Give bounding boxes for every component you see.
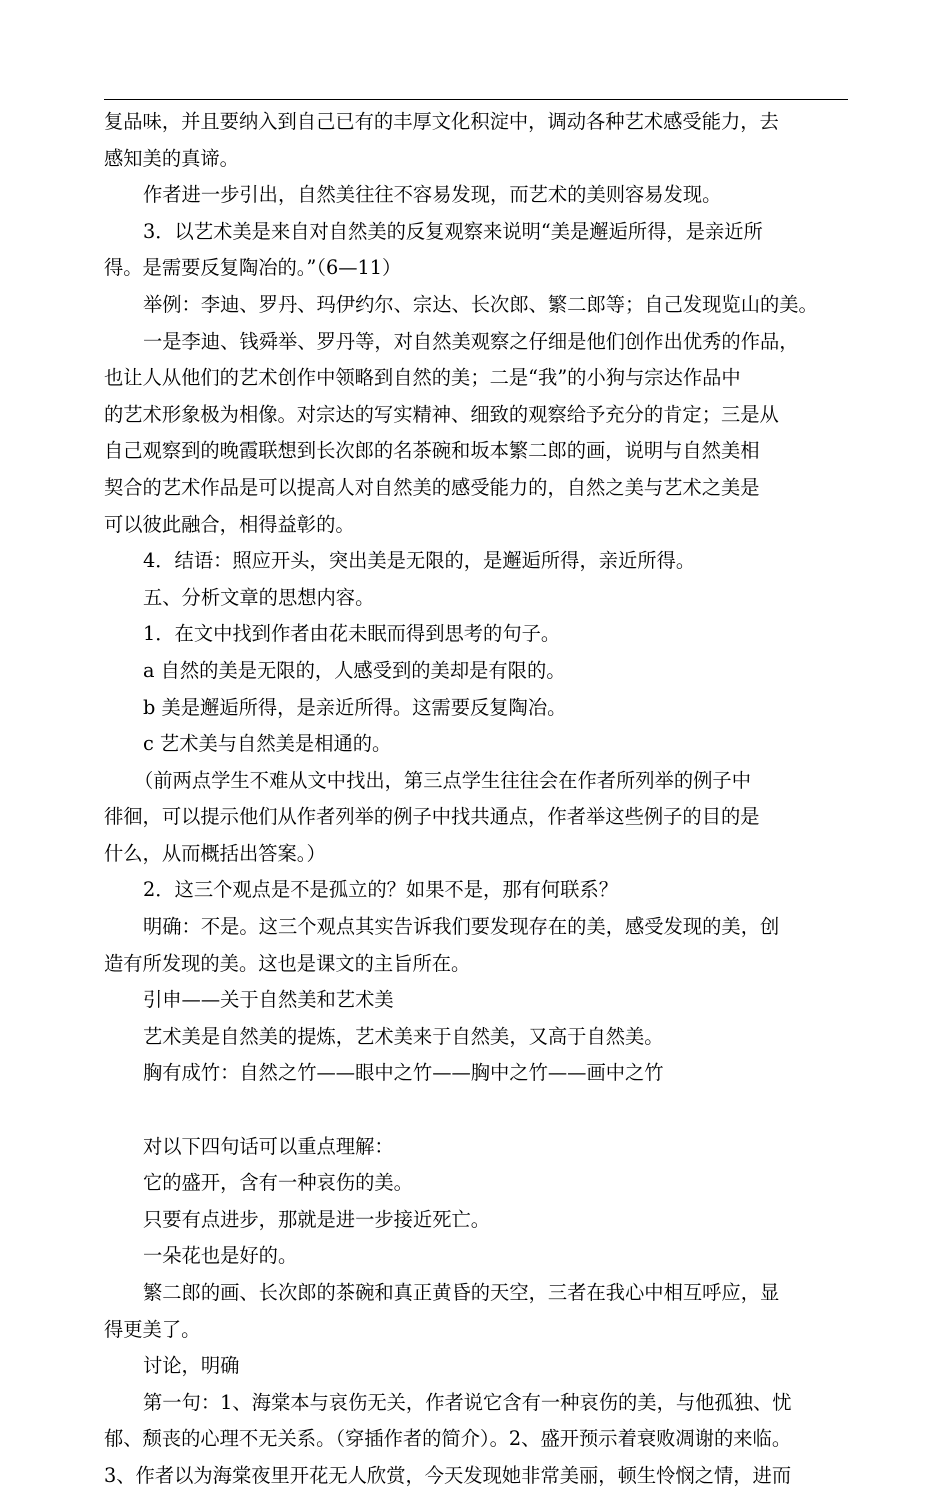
document-body xyxy=(104,104,850,1495)
text-line: 对以下四句话可以重点理解： xyxy=(143,1134,394,1158)
text-line: 契合的艺术作品是可以提高人对自然美的感受能力的，自然之美与艺术之美是 xyxy=(104,475,760,499)
text-line: 自己观察到的晚霞联想到长次郎的名茶碗和坂本繁二郎的画，说明与自然美相 xyxy=(104,439,760,463)
text-line: 可以彼此融合，相得益彰的。 xyxy=(104,512,355,536)
text-line: 作者进一步引出，自然美往往不容易发现，而艺术的美则容易发现。 xyxy=(143,183,722,207)
text-line: 胸有成竹：自然之竹——眼中之竹——胸中之竹——画中之竹 xyxy=(143,1061,664,1085)
text-line: 复品味，并且要纳入到自己已有的丰厚文化积淀中，调动各种艺术感受能力，去 xyxy=(104,110,779,133)
text-line: 徘徊，可以提示他们从作者列举的例子中找共通点，作者举这些例子的目的是 xyxy=(104,805,760,829)
text-line: 造有所发现的美。这也是课文的主旨所在。 xyxy=(104,951,471,975)
text-line: 五、分析文章的思想内容。 xyxy=(143,585,375,609)
text-line: 3．以艺术美是来自对自然美的反复观察来说明“美是邂逅所得，是亲近所 xyxy=(143,219,763,243)
text-line: 什么，从而概括出答案。） xyxy=(104,841,326,865)
text-line: 只要有点进步，那就是进一步接近死亡。 xyxy=(143,1207,491,1231)
text-line: 它的盛开，含有一种哀伤的美。 xyxy=(143,1171,413,1195)
text-line: c 艺术美与自然美是相通的。 xyxy=(143,732,392,756)
text-line: 举例：李迪、罗丹、玛伊约尔、宗达、长次郎、繁二郎等；自己发现览山的美。 xyxy=(143,292,818,316)
text-line: 一朵花也是好的。 xyxy=(143,1244,298,1268)
text-line: 的艺术形象极为相像。对宗达的写实精神、细致的观察给予充分的肯定；三是从 xyxy=(104,402,779,426)
text-line: 感知美的真谛。 xyxy=(104,146,239,170)
text-line: 一是李迪、钱舜举、罗丹等，对自然美观察之仔细是他们创作出优秀的作品， xyxy=(143,329,799,353)
text-line: 也让人从他们的艺术创作中领略到自然的美；二是“我”的小狗与宗达作品中 xyxy=(104,366,741,390)
text-line: 艺术美是自然美的提炼，艺术美来于自然美，又高于自然美。 xyxy=(143,1024,664,1048)
text-line: 3、作者以为海棠夜里开花无人欣赏，今天发现她非常美丽，顿生怜悯之情，进而 xyxy=(104,1463,792,1487)
text-line: （前两点学生不难从文中找出，第三点学生往往会在作者所列举的例子中 xyxy=(134,768,751,792)
blank-line xyxy=(104,1092,850,1129)
text-line: 郁、颓丧的心理不无关系。（穿插作者的简介）。2、盛开预示着衰败凋谢的来临。 xyxy=(104,1427,792,1451)
text-line: 明确：不是。这三个观点其实告诉我们要发现存在的美，感受发现的美，创 xyxy=(143,915,780,939)
text-line: 得。是需要反复陶冶的。”（6—11） xyxy=(104,256,402,280)
text-line: 讨论，明确 xyxy=(143,1354,240,1378)
text-line: 4．结语：照应开头，突出美是无限的，是邂逅所得，亲近所得。 xyxy=(143,549,696,573)
text-line: 引申——关于自然美和艺术美 xyxy=(143,988,394,1012)
text-line: b 美是邂逅所得，是亲近所得。这需要反复陶冶。 xyxy=(143,695,567,719)
text-line: 2．这三个观点是不是孤立的？如果不是，那有何联系？ xyxy=(143,878,619,902)
text-line: 繁二郎的画、长次郎的茶碗和真正黄昏的天空，三者在我心中相互呼应，显 xyxy=(143,1281,780,1304)
text-line: 第一句：1、海棠本与哀伤无关，作者说它含有一种哀伤的美，与他孤独、忧 xyxy=(143,1390,792,1414)
text-line: 得更美了。 xyxy=(104,1317,201,1341)
text-line: a 自然的美是无限的，人感受到的美却是有限的。 xyxy=(143,658,566,682)
header-rule xyxy=(104,99,848,100)
text-line: 1．在文中找到作者由花未眠而得到思考的句子。 xyxy=(143,622,561,646)
